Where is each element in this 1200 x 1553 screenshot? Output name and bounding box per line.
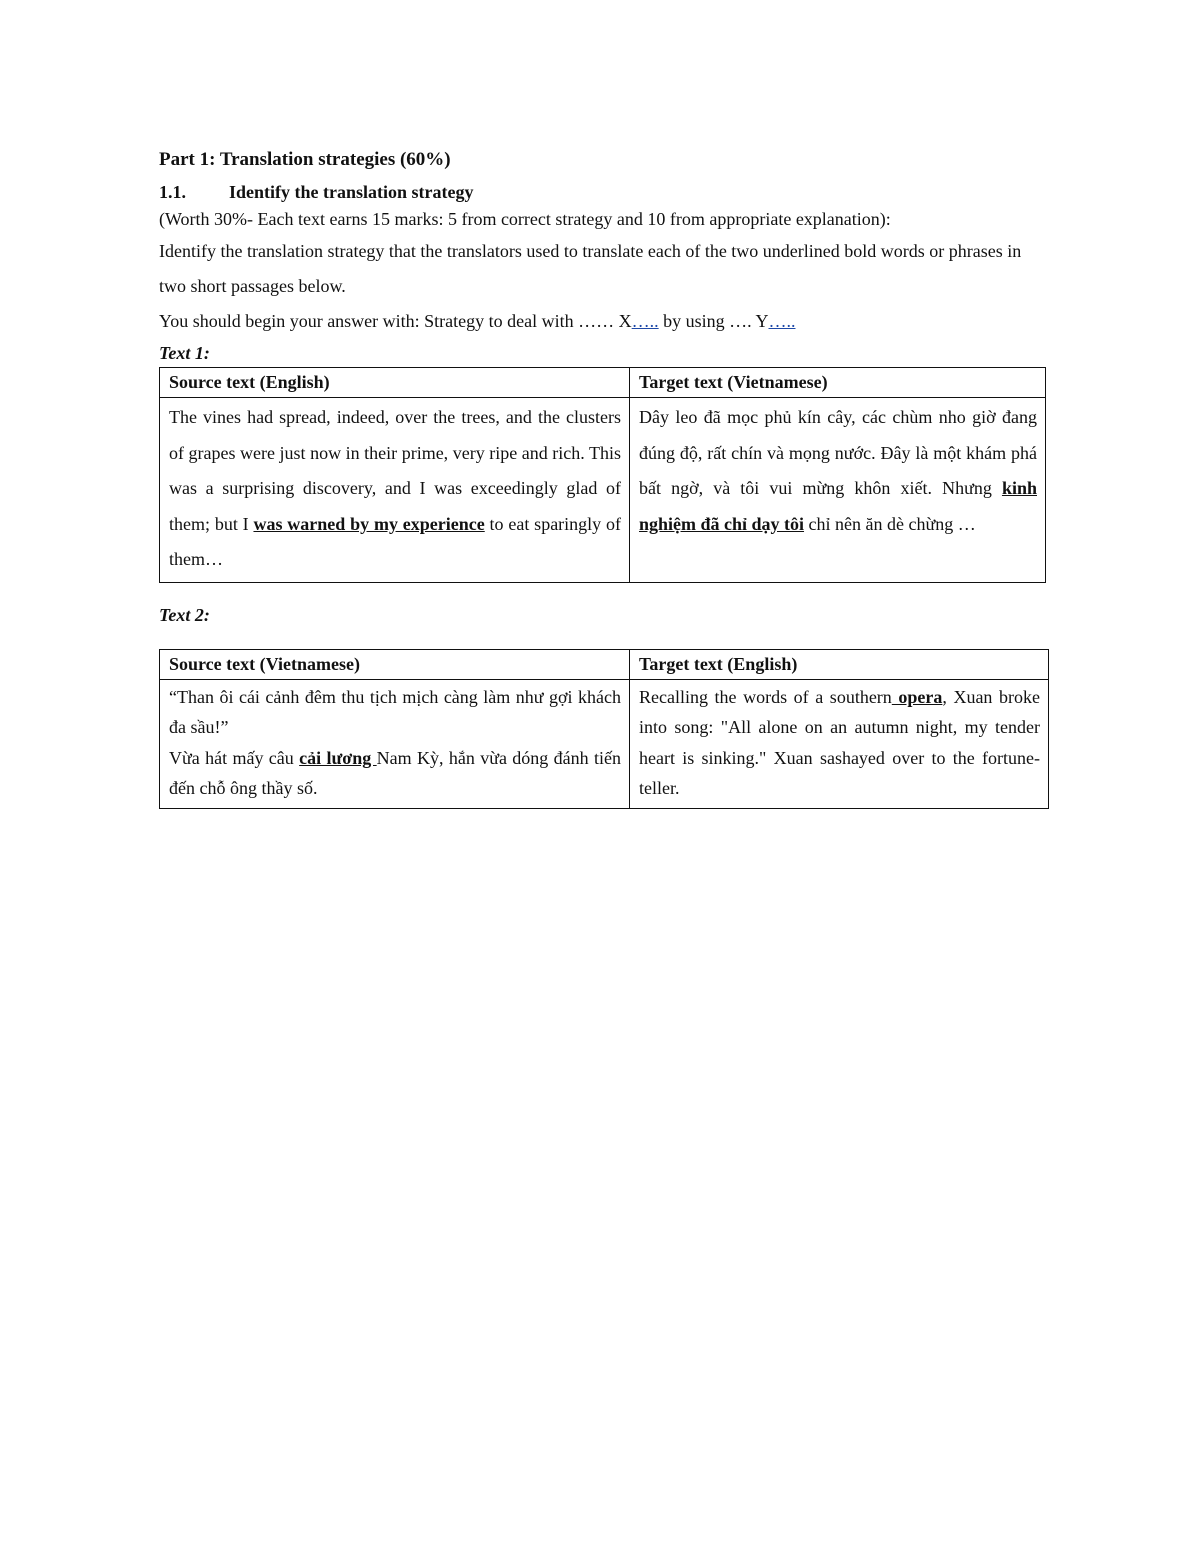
text2-source-after: Nam Kỳ, hắn vừa dóng đánh tiến đến chỗ ông thầy số. bbox=[169, 747, 621, 798]
text1-target-header: Target text (Vietnamese) bbox=[630, 368, 1046, 398]
text2-source-before: Vừa hát mấy câu bbox=[169, 747, 300, 768]
table-header-row bbox=[160, 368, 1046, 398]
text1-source-cell bbox=[160, 398, 630, 583]
text2-source-highlight: cải lương bbox=[299, 747, 377, 768]
instruction-text: Identify the translation strategy that the translators used to translate each of the two underlined bold words or phrases in two short passages below. bbox=[159, 241, 1022, 296]
document-content bbox=[159, 146, 1049, 809]
text1-source-after: to eat sparingly of them… bbox=[169, 513, 621, 569]
text1-target-highlight: kinh nghiệm đã chỉ dạy tôi bbox=[639, 478, 1037, 534]
answer-format-middle: by using …. Y bbox=[658, 311, 769, 331]
answer-format bbox=[159, 304, 1049, 339]
text2-source-cell bbox=[160, 679, 630, 808]
table-header-row bbox=[160, 649, 1049, 679]
text1-target-before: Dây leo đã mọc phủ kín cây, các chùm nho giờ đang đúng độ, rất chín và mọng nước. Đây là một khám phá bất ngờ, và tôi vui mừng khôn xiết. Nhưng bbox=[639, 407, 1037, 498]
text1-source-highlight: was warned by my experience bbox=[253, 513, 485, 534]
text1-table bbox=[159, 367, 1046, 583]
table-row bbox=[160, 398, 1046, 583]
answer-format-prefix: You should begin your answer with: Strategy to deal with …… X bbox=[159, 311, 632, 331]
y-placeholder: ….. bbox=[768, 311, 796, 331]
text2-target-cell bbox=[630, 679, 1049, 808]
text2-label: Text 2: bbox=[159, 604, 210, 625]
text2-source-header: Source text (Vietnamese) bbox=[160, 649, 630, 679]
text2-target-after: , Xuan broke into song: "All alone on an autumn night, my tender heart is sinking." Xuan sashayed over to the fortune-teller. bbox=[639, 686, 1040, 798]
text1-source-header: Source text (English) bbox=[160, 368, 630, 398]
text1-target-after: chỉ nên ăn dè chừng … bbox=[804, 513, 976, 534]
table-row bbox=[160, 679, 1049, 808]
section-title: Identify the translation strategy bbox=[229, 182, 474, 202]
text2-table bbox=[159, 649, 1049, 809]
text2-target-header: Target text (English) bbox=[630, 649, 1049, 679]
text2-target-highlight: opera bbox=[891, 686, 943, 707]
section-number: 1.1. bbox=[159, 182, 186, 202]
text2-source-line1: “Than ôi cái cảnh đêm thu tịch mịch càng làm như gợi khách đa sầu!” bbox=[169, 686, 621, 737]
text1-target-cell bbox=[630, 398, 1046, 583]
text1-label: Text 1: bbox=[159, 343, 210, 363]
section-heading bbox=[159, 180, 1049, 204]
text1-source-before: The vines had spread, indeed, over the trees, and the clusters of grapes were just now in their prime, very ripe and rich. This was a surprising discovery, and I was exceedingly glad of them; but I bbox=[169, 407, 621, 534]
part-heading: Part 1: Translation strategies (60%) bbox=[159, 149, 451, 170]
text2-target-before: Recalling the words of a southern bbox=[639, 686, 892, 707]
worth-text: (Worth 30%- Each text earns 15 marks: 5 from correct strategy and 10 from appropriate explanation): bbox=[159, 209, 891, 229]
x-placeholder: ….. bbox=[631, 311, 659, 331]
